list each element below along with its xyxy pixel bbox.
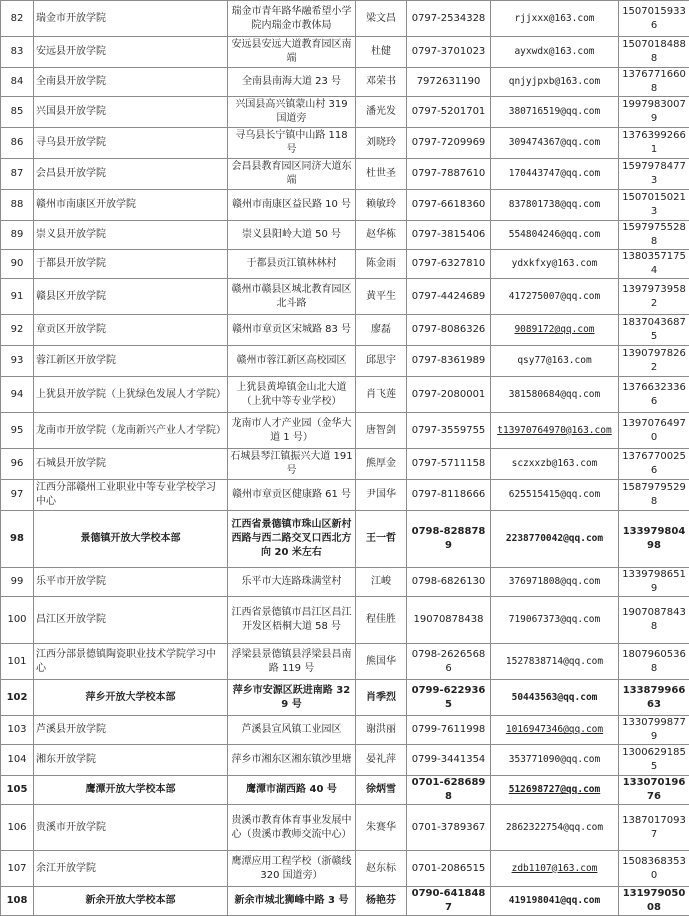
contact-person: 唐智剑: [356, 413, 407, 449]
phone-number: 0797-2080001: [407, 377, 491, 413]
row-number: 89: [1, 221, 34, 250]
address-cell: 芦溪县宣风镇工业园区: [228, 716, 356, 745]
institution-name: 芦溪县开放学院: [34, 716, 228, 745]
email-address: 2862322754@qq.com: [491, 805, 619, 851]
address-cell: 全南县南海大道 23 号: [228, 68, 356, 97]
row-number: 83: [1, 37, 34, 68]
table-row: [1, 346, 689, 377]
phone-number: 0799-6229365: [407, 680, 491, 716]
institution-name: 江西分部景德镇陶瓷职业技术学院学习中心: [34, 644, 228, 680]
table-row: [1, 644, 689, 680]
phone-number: 0701-3789367: [407, 805, 491, 851]
email-address: ayxwdx@163.com: [491, 37, 619, 68]
email-address: 1016947346@qq.com: [491, 716, 619, 745]
mobile-number: 15979755288: [619, 221, 689, 250]
address-cell: 赣州市南康区益民路 10 号: [228, 190, 356, 221]
contact-person: 徐炳雪: [356, 776, 407, 805]
email-address: 376971808@qq.com: [491, 568, 619, 597]
address-cell: 鹰潭应用工程学校（浙赣线 320 国道旁）: [228, 851, 356, 887]
email-address: 353771090@qq.com: [491, 745, 619, 776]
phone-number: 0797-5201701: [407, 97, 491, 128]
contact-person: 熊厚金: [356, 449, 407, 480]
contact-person: 尹国华: [356, 480, 407, 511]
contact-person: 王一哲: [356, 511, 407, 568]
row-number: 90: [1, 250, 34, 279]
address-cell: 于都县贡江镇林林村: [228, 250, 356, 279]
contact-person: 杨艳芬: [356, 887, 407, 916]
row-number: 105: [1, 776, 34, 805]
email-address: 309474367@qq.com: [491, 128, 619, 159]
phone-number: 0797-3559755: [407, 413, 491, 449]
table-row: [1, 315, 689, 346]
mobile-number: 13397986519: [619, 568, 689, 597]
contact-person: 肖季烈: [356, 680, 407, 716]
row-number: 93: [1, 346, 34, 377]
email-address: 837801738@qq.com: [491, 190, 619, 221]
mobile-number: 13767716608: [619, 68, 689, 97]
phone-number: 0797-2534328: [407, 1, 491, 37]
phone-number: 0797-6327810: [407, 250, 491, 279]
address-cell: 赣州市章贡区宋城路 83 号: [228, 315, 356, 346]
email-address: 380716519@qq.com: [491, 97, 619, 128]
table-row: [1, 128, 689, 159]
row-number: 95: [1, 413, 34, 449]
institution-name: 昌江区开放学院: [34, 597, 228, 644]
institution-name: 崇义县开放学院: [34, 221, 228, 250]
phone-number: 0798-6826130: [407, 568, 491, 597]
mobile-number: 13307998779: [619, 716, 689, 745]
phone-number: 19070878438: [407, 597, 491, 644]
row-number: 103: [1, 716, 34, 745]
contact-person: 晏礼萍: [356, 745, 407, 776]
address-cell: 萍乡市湘东区湘东镇沙里塘: [228, 745, 356, 776]
institution-name: 寻乌县开放学院: [34, 128, 228, 159]
institution-name: 鹰潭开放大学校本部: [34, 776, 228, 805]
email-address: 50443563@qq.com: [491, 680, 619, 716]
row-number: 96: [1, 449, 34, 480]
table-row: [1, 449, 689, 480]
email-address: rjjxxx@163.com: [491, 1, 619, 37]
phone-number: 0797-4424689: [407, 279, 491, 315]
address-cell: 浮梁县景德镇县浮梁县昌南路 119 号: [228, 644, 356, 680]
phone-number: 0797-8361989: [407, 346, 491, 377]
institution-name: 江西分部赣州工业职业中等专业学校学习中心: [34, 480, 228, 511]
address-cell: 江西省景德镇市珠山区新村西路与西二路交叉口西北方向 20 米左右: [228, 511, 356, 568]
mobile-number: 13397980498: [619, 511, 689, 568]
phone-number: 0790-6418487: [407, 887, 491, 916]
contact-person: 江峻: [356, 568, 407, 597]
phone-number: 0797-5711158: [407, 449, 491, 480]
phone-number: 0797-7887610: [407, 159, 491, 190]
email-address: ydxkfxy@163.com: [491, 250, 619, 279]
address-cell: 龙南市人才产业园（金华大道 1 号）: [228, 413, 356, 449]
mobile-number: 13767700256: [619, 449, 689, 480]
address-cell: 赣州市赣县区城北教育园区北斗路: [228, 279, 356, 315]
table-row: [1, 68, 689, 97]
phone-number: 0701-2086515: [407, 851, 491, 887]
row-number: 102: [1, 680, 34, 716]
row-number: 92: [1, 315, 34, 346]
row-number: 88: [1, 190, 34, 221]
email-address: 9089172@qq.com: [491, 315, 619, 346]
mobile-number: 15083683530: [619, 851, 689, 887]
address-cell: 崇义县阳岭大道 50 号: [228, 221, 356, 250]
phone-number: 0798-8288789: [407, 511, 491, 568]
institution-name: 贵溪市开放学院: [34, 805, 228, 851]
phone-number: 0797-7209969: [407, 128, 491, 159]
mobile-number: 15070150213: [619, 190, 689, 221]
row-number: 104: [1, 745, 34, 776]
row-number: 100: [1, 597, 34, 644]
contact-person: 程佳胜: [356, 597, 407, 644]
contact-person: 赵华栋: [356, 221, 407, 250]
institution-name: 瑞金市开放学院: [34, 1, 228, 37]
table-row: [1, 680, 689, 716]
table-row: [1, 37, 689, 68]
email-address: qsy77@163.com: [491, 346, 619, 377]
mobile-number: 13907978262: [619, 346, 689, 377]
address-cell: 乐平市大连路珠满堂村: [228, 568, 356, 597]
address-cell: 瑞金市青年路华融希望小学院内瑞金市教体局: [228, 1, 356, 37]
contact-person: 廖磊: [356, 315, 407, 346]
table-row: [1, 159, 689, 190]
row-number: 86: [1, 128, 34, 159]
phone-number: 0797-3701023: [407, 37, 491, 68]
email-address: 417275007@qq.com: [491, 279, 619, 315]
mobile-number: 13197905008: [619, 887, 689, 916]
phone-number: 0797-3815406: [407, 221, 491, 250]
table-row: [1, 279, 689, 315]
address-cell: 贵溪市教育体育事业发展中心（贵溪市教师交流中心）: [228, 805, 356, 851]
mobile-number: 13766323366: [619, 377, 689, 413]
email-address: 419198041@qq.com: [491, 887, 619, 916]
email-address: 2238770042@qq.com: [491, 511, 619, 568]
phone-number: 0797-8118666: [407, 480, 491, 511]
row-number: 106: [1, 805, 34, 851]
row-number: 91: [1, 279, 34, 315]
contact-person: 赵东标: [356, 851, 407, 887]
mobile-number: 13307019676: [619, 776, 689, 805]
table-row: [1, 716, 689, 745]
contact-person: 邱思宇: [356, 346, 407, 377]
mobile-number: 19070878438: [619, 597, 689, 644]
institution-name: 赣州市南康区开放学院: [34, 190, 228, 221]
institution-name: 蓉江新区开放学院: [34, 346, 228, 377]
contact-person: 陈金雨: [356, 250, 407, 279]
email-address: 625515415@qq.com: [491, 480, 619, 511]
email-address: zdb1107@163.com: [491, 851, 619, 887]
email-address: 719067373@qq.com: [491, 597, 619, 644]
table-row: [1, 851, 689, 887]
row-number: 97: [1, 480, 34, 511]
table-row: [1, 480, 689, 511]
contact-person: 潘光发: [356, 97, 407, 128]
table-row: [1, 97, 689, 128]
email-address: 1527838714@qq.com: [491, 644, 619, 680]
address-cell: 萍乡市安源区跃进南路 329 号: [228, 680, 356, 716]
table-row: [1, 377, 689, 413]
address-cell: 上犹县黄埠镇金山北大道（上犹中等专业学校）: [228, 377, 356, 413]
mobile-number: 13006291855: [619, 745, 689, 776]
institution-name: 安远县开放学院: [34, 37, 228, 68]
phone-number: 0797-6618360: [407, 190, 491, 221]
contact-person: 肖飞莲: [356, 377, 407, 413]
table-row: [1, 190, 689, 221]
row-number: 84: [1, 68, 34, 97]
table-row: [1, 776, 689, 805]
address-cell: 鹰潭市湖西路 40 号: [228, 776, 356, 805]
row-number: 94: [1, 377, 34, 413]
contact-person: 朱赛华: [356, 805, 407, 851]
mobile-number: 15070184888: [619, 37, 689, 68]
phone-number: 0797-8086326: [407, 315, 491, 346]
mobile-number: 13870170937: [619, 805, 689, 851]
mobile-number: 15979784773: [619, 159, 689, 190]
email-address: sczxxzb@163.com: [491, 449, 619, 480]
row-number: 99: [1, 568, 34, 597]
institution-name: 余江开放学院: [34, 851, 228, 887]
address-cell: 石城县琴江镇振兴大道 191 号: [228, 449, 356, 480]
email-address: 170443747@qq.com: [491, 159, 619, 190]
address-cell: 江西省景德镇市昌江区昌江开发区梧桐大道 58 号: [228, 597, 356, 644]
mobile-number: 13763992661: [619, 128, 689, 159]
institution-name: 兴国县开放学院: [34, 97, 228, 128]
mobile-number: 19979830079: [619, 97, 689, 128]
institution-name: 萍乡开放大学校本部: [34, 680, 228, 716]
address-cell: 安远县安远大道教育园区南端: [228, 37, 356, 68]
address-cell: 寻乌县长宁镇中山路 118 号: [228, 128, 356, 159]
address-cell: 新余市城北狮峰中路 3 号: [228, 887, 356, 916]
row-number: 85: [1, 97, 34, 128]
institution-name: 龙南市开放学院（龙南新兴产业人才学院）: [34, 413, 228, 449]
email-address: t13970764970@163.com: [491, 413, 619, 449]
row-number: 87: [1, 159, 34, 190]
phone-number: 0798-26265686: [407, 644, 491, 680]
table-row: [1, 887, 689, 916]
institution-name: 于都县开放学院: [34, 250, 228, 279]
institution-name: 上犹县开放学院（上犹绿色发展人才学院）: [34, 377, 228, 413]
mobile-number: 15070159336: [619, 1, 689, 37]
institution-name: 赣县区开放学院: [34, 279, 228, 315]
mobile-number: 13387996663: [619, 680, 689, 716]
email-address: qnjyjpxb@163.com: [491, 68, 619, 97]
phone-number: 7972631190: [407, 68, 491, 97]
contact-person: 邓荣书: [356, 68, 407, 97]
contact-person: 杜世圣: [356, 159, 407, 190]
row-number: 98: [1, 511, 34, 568]
table-row: [1, 568, 689, 597]
table-row: [1, 413, 689, 449]
address-cell: 会昌县教育园区同济大道东端: [228, 159, 356, 190]
institution-name: 湘东开放学院: [34, 745, 228, 776]
phone-number: 0799-7611998: [407, 716, 491, 745]
phone-number: 0799-3441354: [407, 745, 491, 776]
email-address: 554804246@qq.com: [491, 221, 619, 250]
mobile-number: 18370436875: [619, 315, 689, 346]
address-cell: 兴国县高兴镇蒙山村 319 国道旁: [228, 97, 356, 128]
contact-person: 杜健: [356, 37, 407, 68]
institution-name: 全南县开放学院: [34, 68, 228, 97]
institution-name: 会昌县开放学院: [34, 159, 228, 190]
institution-name: 新余开放大学校本部: [34, 887, 228, 916]
table-row: [1, 745, 689, 776]
table-row: [1, 1, 689, 37]
email-address: 381580684@qq.com: [491, 377, 619, 413]
row-number: 101: [1, 644, 34, 680]
contact-person: 刘晓玲: [356, 128, 407, 159]
institution-name: 石城县开放学院: [34, 449, 228, 480]
institution-name: 乐平市开放学院: [34, 568, 228, 597]
table-row: [1, 221, 689, 250]
contact-person: 谢洪丽: [356, 716, 407, 745]
email-address: 512698727@qq.com: [491, 776, 619, 805]
contact-person: 熊国华: [356, 644, 407, 680]
mobile-number: 15879795298: [619, 480, 689, 511]
institution-name: 景德镇开放大学校本部: [34, 511, 228, 568]
address-cell: 赣州市蓉江新区高校园区: [228, 346, 356, 377]
contact-person: 赖敏玲: [356, 190, 407, 221]
mobile-number: 13979739582: [619, 279, 689, 315]
table-row: [1, 597, 689, 644]
row-number: 107: [1, 851, 34, 887]
mobile-number: 13970764970: [619, 413, 689, 449]
contact-person: 梁文昌: [356, 1, 407, 37]
table-row: [1, 250, 689, 279]
mobile-number: 18079605368: [619, 644, 689, 680]
table-body: [1, 1, 689, 916]
row-number: 82: [1, 1, 34, 37]
table-row: [1, 511, 689, 568]
institution-name: 章贡区开放学院: [34, 315, 228, 346]
phone-number: 0701-6286898: [407, 776, 491, 805]
contact-person: 黄平生: [356, 279, 407, 315]
row-number: 108: [1, 887, 34, 916]
mobile-number: 13803571754: [619, 250, 689, 279]
table-row: [1, 805, 689, 851]
address-cell: 赣州市章贡区健康路 61 号: [228, 480, 356, 511]
